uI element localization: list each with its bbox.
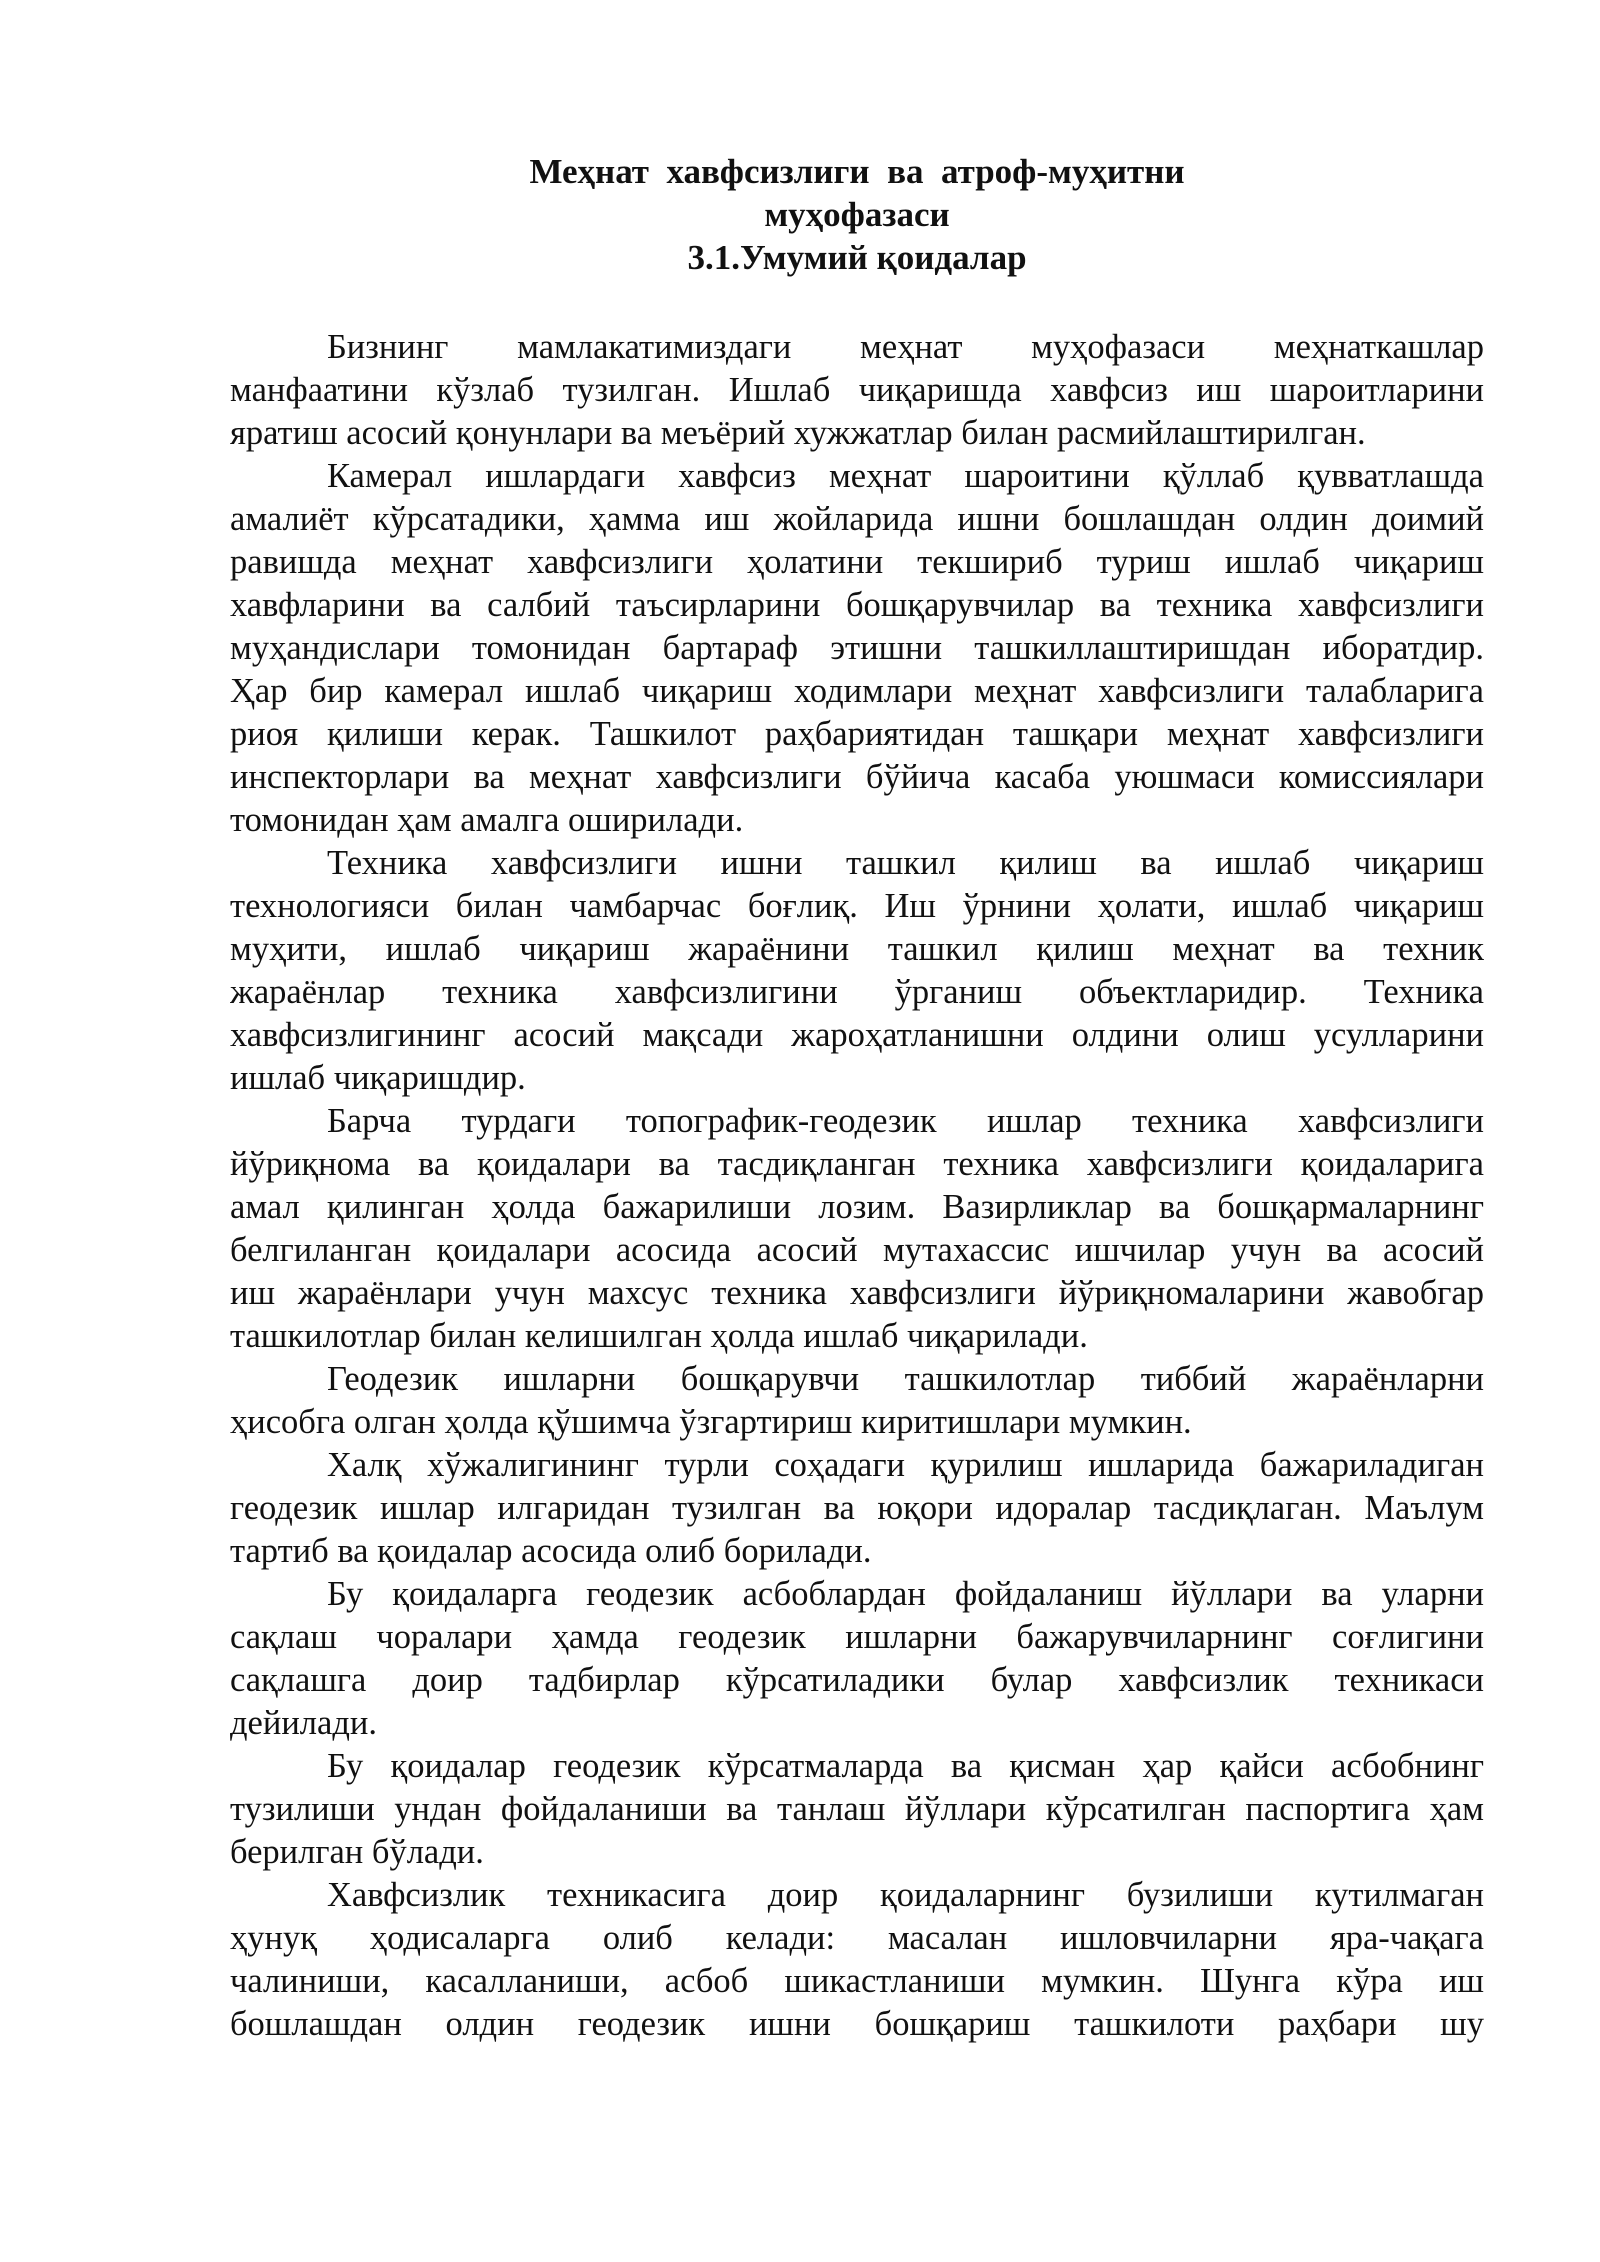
- text-line: томонидан ҳам амалга оширилади.: [230, 801, 744, 839]
- text-line: муҳандислари томонидан бартараф этишни ташкиллаштиришдан иборатдир.: [230, 629, 1484, 667]
- text-line: йўриқнома ва қоидалари ва тасдиқланган техника хавфсизлиги қоидаларига: [230, 1145, 1484, 1183]
- paragraph: [230, 842, 1484, 1100]
- text-line: берилган бўлади.: [230, 1833, 484, 1871]
- text-line: манфаатини кўзлаб тузилган. Ишлаб чиқаришда хавфсиз иш шароитларини: [230, 371, 1484, 409]
- text-line: геодезик ишлар илгаридан тузилган ва юқори идоралар тасдиқлаган. Маълум: [230, 1489, 1484, 1527]
- text-line: инспекторлари ва меҳнат хавфсизлиги бўйича касаба уюшмаси комиссиялари: [230, 758, 1484, 796]
- text-line: ҳунуқ ҳодисаларга олиб келади: масалан ишловчиларни яра-чақага: [230, 1919, 1484, 1957]
- title-line-2: муҳофазаси: [764, 195, 950, 234]
- text-line: сақлаш чоралари ҳамда геодезик ишларни бажарувчиларнинг соғлигини: [230, 1618, 1484, 1656]
- text-line: ҳисобга олган ҳолда қўшимча ўзгартириш киритишлари мумкин.: [230, 1403, 1192, 1441]
- text-line: Барча турдаги топографик-геодезик ишлар техника хавфсизлиги: [327, 1102, 1484, 1140]
- paragraph: [230, 1100, 1484, 1358]
- paragraph: [230, 1573, 1484, 1745]
- text-line: Техника хавфсизлиги ишни ташкил қилиш ва ишлаб чиқариш: [327, 844, 1484, 882]
- text-line: Хавфсизлик техникасига доир қоидаларнинг бузилиши кутилмаган: [327, 1876, 1484, 1914]
- text-line: ишлаб чиқаришдир.: [230, 1059, 526, 1097]
- text-line: жараёнлар техника хавфсизлигини ўрганиш объектларидир. Техника: [230, 973, 1484, 1011]
- document-body: [230, 326, 1484, 2046]
- text-line: сақлашга доир тадбирлар кўрсатиладики булар хавфсизлик техникаси: [230, 1661, 1484, 1699]
- paragraph: [230, 326, 1484, 455]
- text-line: иш жараёнлари учун махсус техника хавфсизлиги йўриқномаларини жавобгар: [230, 1274, 1484, 1312]
- text-line: тартиб ва қоидалар асосида олиб борилади.: [230, 1532, 872, 1570]
- text-line: технологияси билан чамбарчас боғлиқ. Иш ўрнини ҳолати, ишлаб чиқариш: [230, 887, 1484, 925]
- paragraph: [230, 1745, 1484, 1874]
- text-line: чалиниши, касалланиши, асбоб шикастланиши мумкин. Шунга кўра иш: [230, 1962, 1484, 2000]
- paragraph: [230, 1874, 1484, 2046]
- text-line: Геодезик ишларни бошқарувчи ташкилотлар тиббий жараёнларни: [327, 1360, 1484, 1398]
- text-line: риоя қилиши керак. Ташкилот раҳбариятидан ташқари меҳнат хавфсизлиги: [230, 715, 1484, 753]
- title-line-1: Меҳнат хавфсизлиги ва атроф-муҳитни: [529, 152, 1185, 191]
- text-line: ташкилотлар билан келишилган ҳолда ишлаб чиқарилади.: [230, 1317, 1088, 1355]
- text-line: хавфсизлигининг асосий мақсади жароҳатланишни олдини олиш усулларини: [230, 1016, 1484, 1054]
- text-line: Бу қоидаларга геодезик асбоблардан фойдаланиш йўллари ва уларни: [327, 1575, 1484, 1613]
- text-line: Бу қоидалар геодезик кўрсатмаларда ва қисман ҳар қайси асбобнинг: [327, 1747, 1484, 1785]
- paragraph: [230, 455, 1484, 842]
- text-line: муҳити, ишлаб чиқариш жараёнини ташкил қилиш меҳнат ва техник: [230, 930, 1484, 968]
- text-line: хавфларини ва салбий таъсирларини бошқарувчилар ва техника хавфсизлиги: [230, 586, 1484, 624]
- section-heading: 3.1.Умумий қоидалар: [687, 238, 1027, 277]
- document-title: [230, 150, 1484, 279]
- text-line: тузилиши ундан фойдаланиши ва танлаш йўллари кўрсатилган паспортига ҳам: [230, 1790, 1484, 1828]
- text-line: Камерал ишлардаги хавфсиз меҳнат шароитини қўллаб қувватлашда: [327, 457, 1484, 495]
- text-line: Ҳар бир камерал ишлаб чиқариш ходимлари меҳнат хавфсизлиги талабларига: [230, 672, 1484, 710]
- text-line: Халқ хўжалигининг турли соҳадаги қурилиш ишларида бажариладиган: [327, 1446, 1484, 1484]
- text-line: дейилади.: [230, 1704, 377, 1742]
- text-line: яратиш асосий қонунлари ва меъёрий хужжатлар билан расмийлаштирилган.: [230, 414, 1366, 452]
- text-line: амалиёт кўрсатадики, ҳамма иш жойларида ишни бошлашдан олдин доимий: [230, 500, 1484, 538]
- paragraph: [230, 1358, 1484, 1444]
- text-line: белгиланган қоидалари асосида асосий мутахассис ишчилар учун ва асосий: [230, 1231, 1484, 1269]
- paragraph: [230, 1444, 1484, 1573]
- text-line: амал қилинган ҳолда бажарилиши лозим. Вазирликлар ва бошқармаларнинг: [230, 1188, 1484, 1226]
- text-line: равишда меҳнат хавфсизлиги ҳолатини текшириб туриш ишлаб чиқариш: [230, 543, 1484, 581]
- text-line: бошлашдан олдин геодезик ишни бошқариш ташкилоти раҳбари шу: [230, 2005, 1484, 2043]
- text-line: Бизнинг мамлакатимиздаги меҳнат муҳофазаси меҳнаткашлар: [327, 328, 1484, 366]
